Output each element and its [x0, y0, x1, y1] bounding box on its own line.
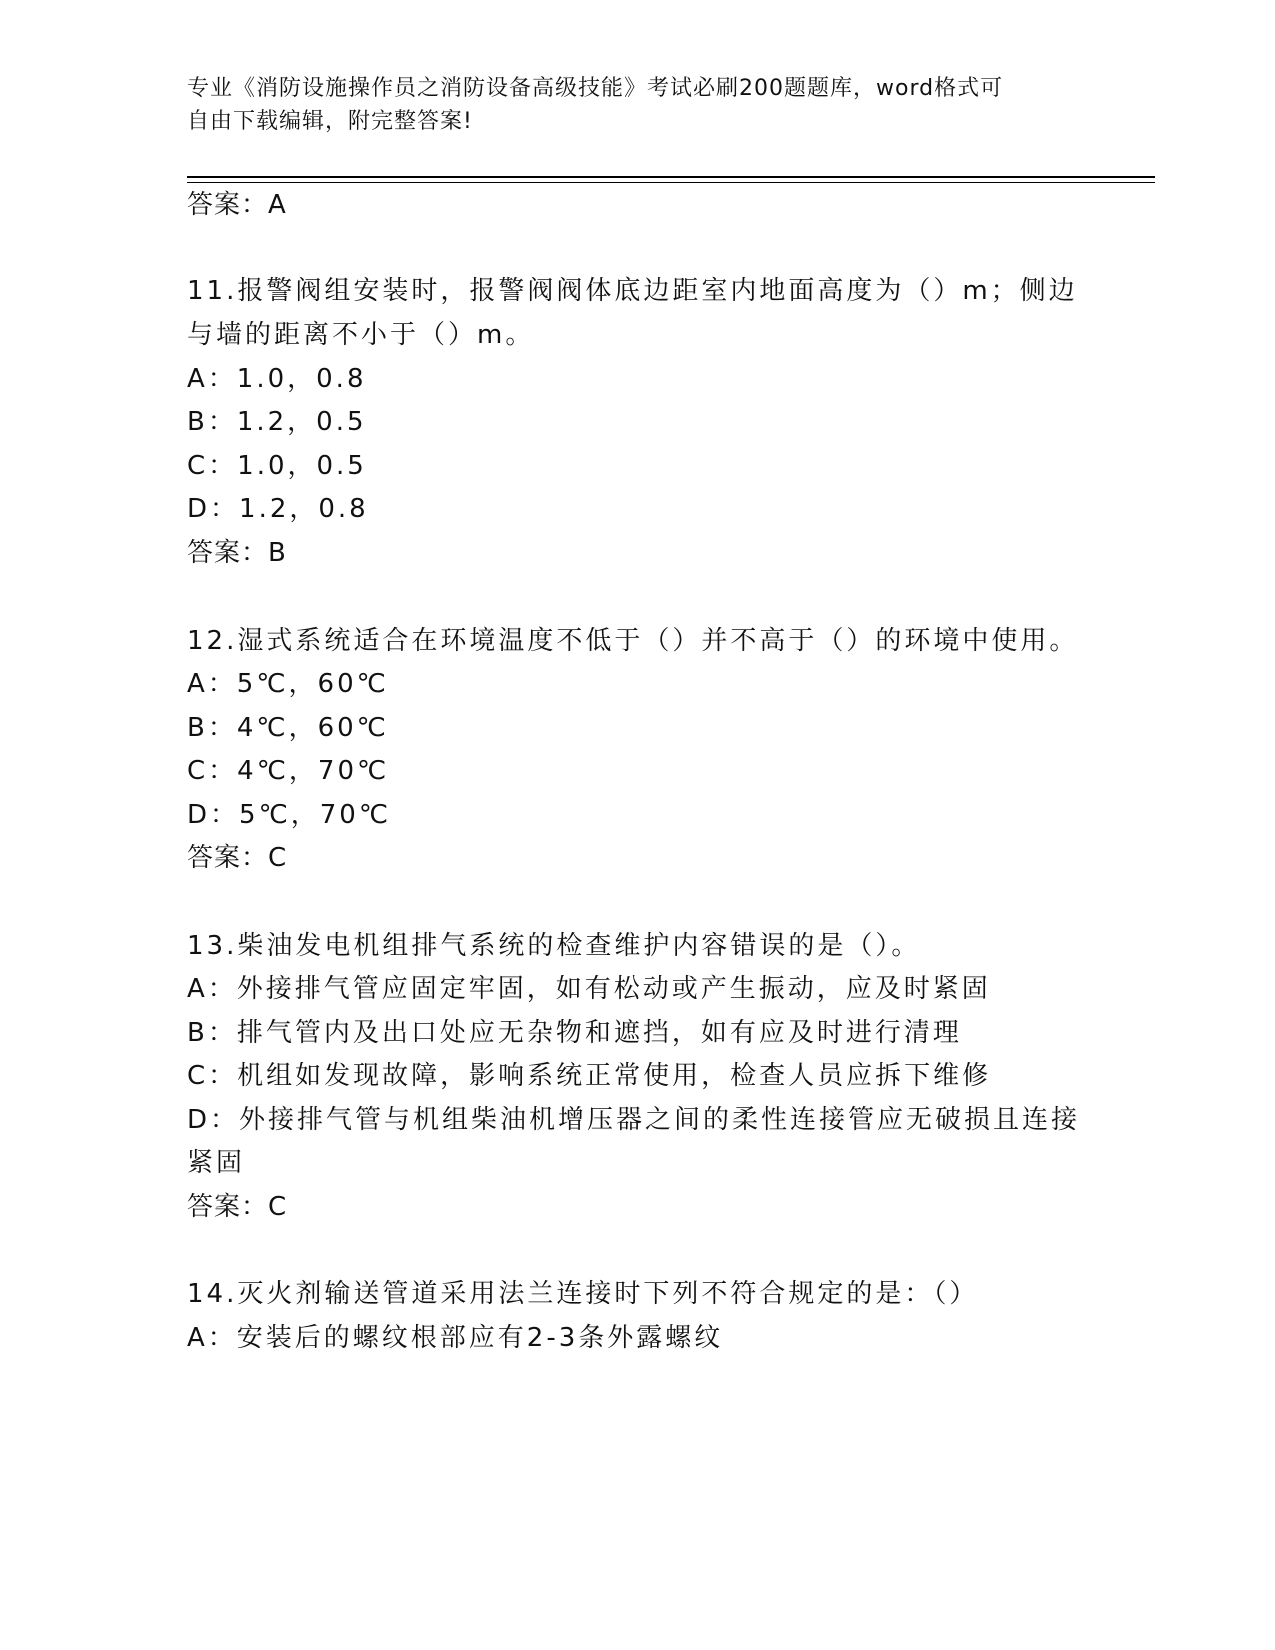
option-a: A：安装后的螺纹根部应有2-3条外露螺纹 [187, 1323, 724, 1353]
question-stem: 14.灭火剂输送管道采用法兰连接时下列不符合规定的是：（） [187, 1279, 979, 1309]
answer: 答案：B [187, 538, 287, 568]
answer: 答案：C [187, 1192, 288, 1222]
option-c: C：1.0，0.5 [187, 451, 367, 481]
option-a: A：5℃，60℃ [187, 669, 389, 699]
header-line-1: 专业《消防设施操作员之消防设备高级技能》考试必刷200题题库，word格式可 [187, 76, 1004, 101]
option-d: D：1.2，0.8 [187, 494, 369, 524]
option-b: B：1.2，0.5 [187, 407, 367, 437]
option-c: C：机组如发现故障，影响系统正常使用，检查人员应拆下维修 [187, 1061, 992, 1091]
answer: 答案：C [187, 843, 288, 873]
document-header [187, 72, 1067, 138]
option-d: D：5℃，70℃ [187, 800, 392, 830]
option-c: C：4℃，70℃ [187, 756, 390, 786]
header-line-2: 自由下载编辑，附完整答案! [187, 109, 473, 134]
option-a: A：外接排气管应固定牢固，如有松动或产生振动，应及时紧固 [187, 974, 991, 1004]
option-a: A：1.0，0.8 [187, 364, 367, 394]
option-b: B：4℃，60℃ [187, 713, 389, 743]
option-b: B：排气管内及出口处应无杂物和遮挡，如有应及时进行清理 [187, 1018, 962, 1048]
header-rule-thick [187, 176, 1155, 178]
question-stem: 13.柴油发电机组排气系统的检查维护内容错误的是（）。 [187, 931, 921, 961]
question-stem: 11.报警阀组安装时，报警阀阀体底边距室内地面高度为（）m；侧边 [187, 276, 1078, 306]
question-stem: 12.湿式系统适合在环境温度不低于（）并不高于（）的环境中使用。 [187, 626, 1079, 656]
question-stem: 与墙的距离不小于（）m。 [187, 320, 535, 350]
answer-q10: 答案：A [187, 190, 287, 220]
header-rule-thin [187, 182, 1155, 183]
option-d: D：外接排气管与机组柴油机增压器之间的柔性连接管应无破损且连接 [187, 1105, 1081, 1135]
option-d-continued: 紧固 [187, 1148, 246, 1178]
